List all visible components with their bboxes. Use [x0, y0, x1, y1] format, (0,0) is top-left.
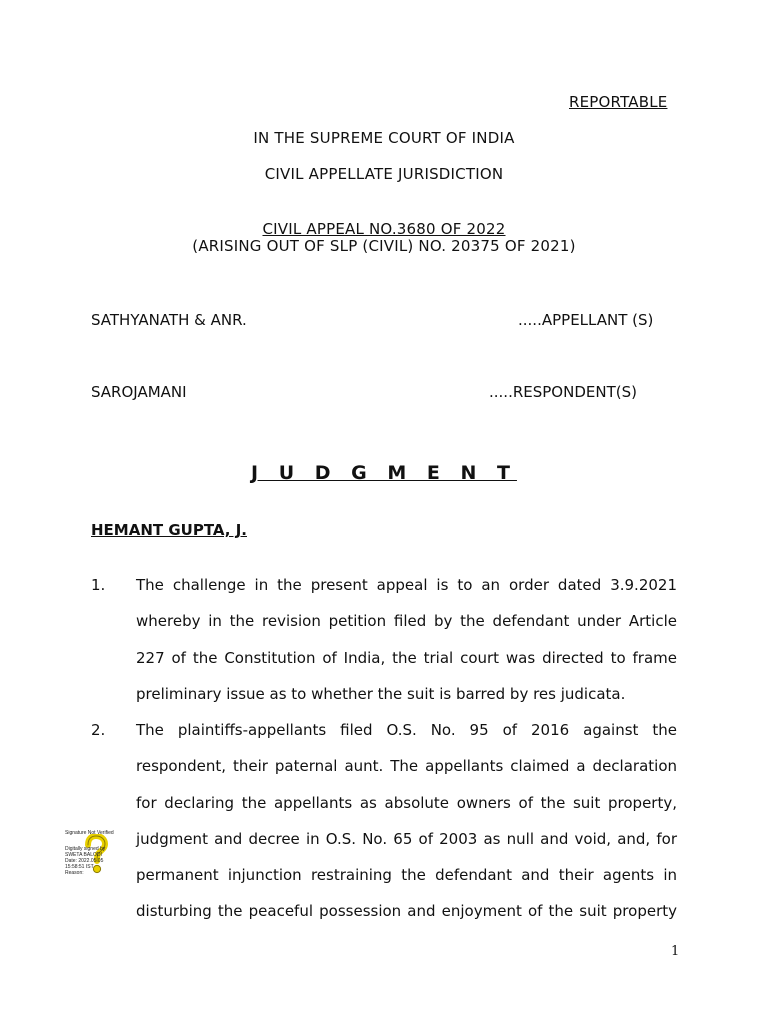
signature-time: 15:58:51 IST: [65, 864, 94, 870]
paragraph-number: 1.: [91, 576, 106, 594]
respondent-role: .....RESPONDENT(S): [489, 383, 637, 401]
paragraph-line: judgment and decree in O.S. No. 65 of 2003 as null and void, and, for: [136, 830, 677, 848]
paragraph-number: 2.: [91, 721, 106, 739]
paragraph-line: whereby in the revision petition filed by the defendant under Article: [136, 612, 677, 630]
paragraph-line: disturbing the peaceful possession and enjoyment of the suit property: [136, 902, 677, 920]
paragraph-line: 227 of the Constitution of India, the trial court was directed to frame: [136, 649, 677, 667]
paragraph-line: for declaring the appellants as absolute owners of the suit property,: [136, 794, 677, 812]
court-name: IN THE SUPREME COURT OF INDIA: [253, 129, 515, 147]
reportable-label: REPORTABLE: [569, 93, 668, 111]
appellant-name: SATHYANATH & ANR.: [91, 311, 247, 329]
paragraph-line: permanent injunction restraining the defendant and their agents in: [136, 866, 677, 884]
signature-reason: Reason:: [65, 870, 84, 876]
signature-signed-by: Digitally signed by: [65, 846, 106, 852]
case-number: CIVIL APPEAL NO.3680 OF 2022: [262, 220, 506, 238]
signature-date: Date: 2022.05.05: [65, 858, 104, 864]
respondent-name: SAROJAMANI: [91, 383, 187, 401]
paragraph-line: respondent, their paternal aunt. The appellants claimed a declaration: [136, 757, 677, 775]
arising-out-of: (ARISING OUT OF SLP (CIVIL) NO. 20375 OF 2021): [192, 237, 576, 255]
page-number: 1: [671, 944, 680, 959]
judge-name: HEMANT GUPTA, J.: [91, 521, 247, 539]
paragraph-line: The challenge in the present appeal is to an order dated 3.9.2021: [136, 576, 677, 594]
signature-signer: SWETA BALODI: [65, 852, 102, 858]
judgment-title: J U D G M E N T: [251, 462, 517, 484]
signature-status: Signature Not Verified: [65, 830, 114, 836]
paragraph-line: The plaintiffs-appellants filed O.S. No. 95 of 2016 against the: [136, 721, 677, 739]
digital-signature-stamp[interactable]: [64, 830, 134, 878]
jurisdiction: CIVIL APPELLATE JURISDICTION: [264, 165, 504, 183]
paragraph-line: preliminary issue as to whether the suit is barred by res judicata.: [136, 685, 626, 703]
appellant-role: .....APPELLANT (S): [518, 311, 654, 329]
